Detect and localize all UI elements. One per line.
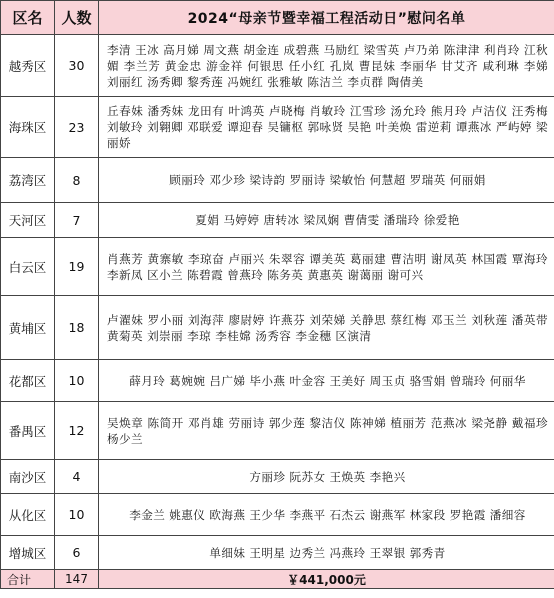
recipient-names: 单细妹 王明星 边秀兰 冯燕玲 王翠银 郭秀青 xyxy=(99,536,554,570)
district-name: 天河区 xyxy=(1,203,55,238)
district-row xyxy=(1,494,554,536)
district-count: 4 xyxy=(55,460,99,494)
district-count: 6 xyxy=(55,536,99,570)
total-count: 147 xyxy=(55,570,99,589)
header-count: 人数 xyxy=(55,1,99,35)
recipient-names: 薛月玲 葛婉婉 吕广娣 毕小燕 叶金容 王美好 周玉贞 骆雪娟 曾瑞玲 何丽华 xyxy=(99,360,554,402)
district-name: 白云区 xyxy=(1,238,55,296)
district-row xyxy=(1,296,554,360)
district-name: 荔湾区 xyxy=(1,158,55,203)
header-district: 区名 xyxy=(1,1,55,35)
district-row xyxy=(1,460,554,494)
district-row xyxy=(1,238,554,296)
recipient-names: 夏娟 马婷婷 唐转冰 梁凤娴 曹倩雯 潘瑞玲 徐爱艳 xyxy=(99,203,554,238)
district-row xyxy=(1,35,554,97)
recipient-names: 李金兰 姚惠仪 欧海燕 王少华 李燕平 石杰云 谢燕军 林家段 罗艳霞 潘细容 xyxy=(99,494,554,536)
district-count: 8 xyxy=(55,158,99,203)
district-count: 23 xyxy=(55,97,99,158)
district-count: 18 xyxy=(55,296,99,360)
recipient-names: 肖燕芳 黄寨敏 李琼奋 卢丽兴 朱翠容 谭美英 葛丽建 曹洁明 谢凤英 林国霞 覃海玲 李新凤 区小兰 陈碧霞 曾燕玲 陈务英 黄惠英 谢蔼丽 谢可兴 xyxy=(99,238,554,296)
district-count: 30 xyxy=(55,35,99,97)
district-count: 19 xyxy=(55,238,99,296)
district-count: 10 xyxy=(55,494,99,536)
district-name: 黄埔区 xyxy=(1,296,55,360)
total-label: 合计 xyxy=(1,570,55,589)
district-name: 越秀区 xyxy=(1,35,55,97)
district-name: 花都区 xyxy=(1,360,55,402)
district-row xyxy=(1,203,554,238)
district-count: 12 xyxy=(55,402,99,460)
district-row xyxy=(1,536,554,570)
recipient-names: 李清 王冰 高月娣 周文燕 胡金连 成碧燕 马励红 梁雪英 卢乃弟 陈津津 利肖玲 江秋媚 李兰芳 黄金忠 游金祥 何银思 任小红 孔岚 曹昆妹 李丽华 甘艾齐 咸利琳 李娣 刘丽红 汤秀卿 黎秀莲 冯婉红 张雅敏 陈洁兰 李贞群 陶倩美 xyxy=(99,35,554,97)
district-name: 增城区 xyxy=(1,536,55,570)
district-name: 南沙区 xyxy=(1,460,55,494)
district-row xyxy=(1,360,554,402)
recipient-names: 丘春妹 潘秀妹 龙田有 叶鸿英 卢晓梅 肖敏玲 江雪珍 汤允玲 熊月玲 卢洁仪 汪秀梅 刘敏玲 刘翱卿 邓联爱 谭迎春 吴镛枢 郭咏贤 吴艳 叶美焕 雷逆莉 谭燕冰 严屿婷 梁丽娇 xyxy=(99,97,554,158)
recipient-names: 卢濯妹 罗小丽 刘海萍 廖尉婷 许燕芬 刘荣娣 关静思 蔡红梅 邓玉兰 刘秋莲 潘英带 黄菊英 刘崇丽 李琼 李桂嫦 汤秀容 李金穗 区演清 xyxy=(99,296,554,360)
recipient-names: 顾丽玲 邓少珍 梁诗韵 罗丽诗 梁敏怡 何慧超 罗瑞英 何丽娟 xyxy=(99,158,554,203)
total-amount: ￥441,000元 xyxy=(99,570,554,589)
district-count: 7 xyxy=(55,203,99,238)
recipient-names: 吴焕章 陈简开 邓肖雄 劳丽诗 郭少莲 黎洁仪 陈神娣 植丽芳 范燕冰 梁尧静 戴福珍 杨少兰 xyxy=(99,402,554,460)
header-row xyxy=(1,1,554,35)
recipient-names: 方丽珍 阮苏女 王焕英 李艳兴 xyxy=(99,460,554,494)
district-row xyxy=(1,402,554,460)
district-name: 从化区 xyxy=(1,494,55,536)
district-row xyxy=(1,158,554,203)
total-row xyxy=(1,570,554,589)
district-count: 10 xyxy=(55,360,99,402)
header-title: 2024“母亲节暨幸福工程活动日”慰问名单 xyxy=(99,1,554,35)
district-name: 海珠区 xyxy=(1,97,55,158)
district-name: 番禺区 xyxy=(1,402,55,460)
district-row xyxy=(1,97,554,158)
table-body xyxy=(1,1,554,589)
